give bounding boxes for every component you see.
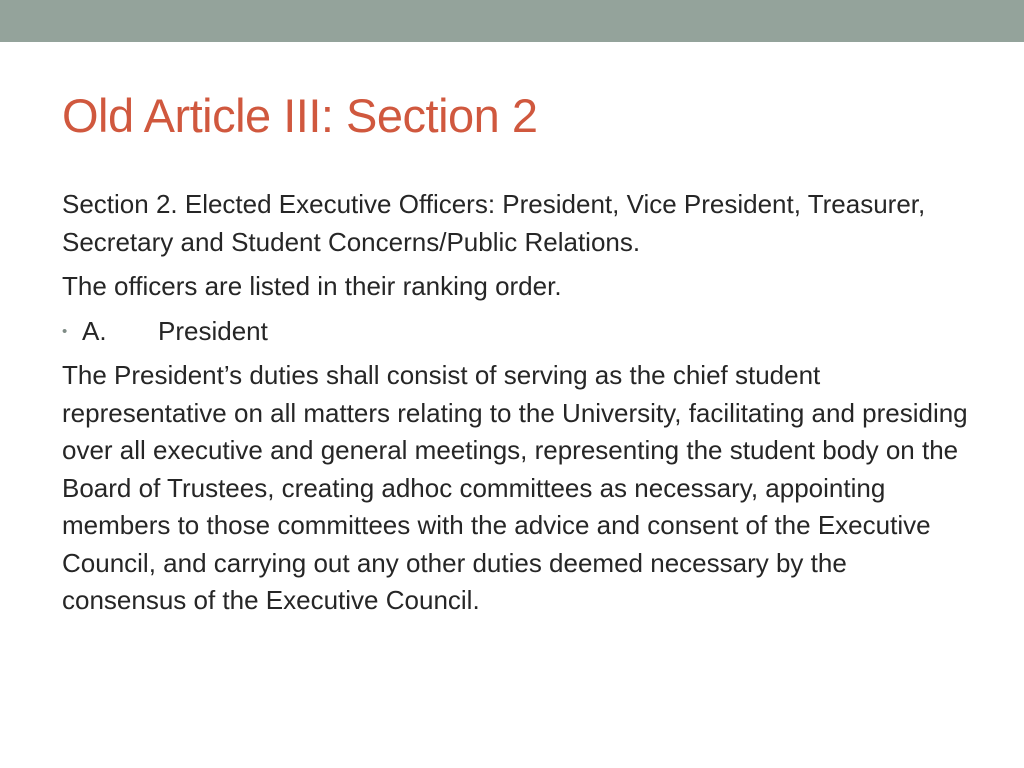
bullet-item-president <box>62 313 972 351</box>
president-duties: The President’s duties shall consist of serving as the chief student representative on all matters relating to the University, facilitating and presiding over all executive and general meetings, representing the student body on the Board of Trustees, creating adhoc committees as necessary, appointing members to those committees with the advice and consent of the Executive Council, and carrying out any other duties deemed necessary by the consensus of the Executive Council. <box>62 360 968 615</box>
section-description: Section 2. Elected Executive Officers: President, Vice President, Treasurer, Secretary and Student Concerns/Public Relations. <box>62 189 926 257</box>
slide-title: Old Article III: Section 2 <box>62 89 538 142</box>
ranking-note: The officers are listed in their ranking order. <box>62 271 562 301</box>
bullet-icon: • <box>62 322 68 340</box>
top-color-band <box>0 0 1024 42</box>
bullet-text: President <box>158 315 268 346</box>
slide-body <box>62 186 972 627</box>
bullet-letter: A. <box>82 315 107 346</box>
